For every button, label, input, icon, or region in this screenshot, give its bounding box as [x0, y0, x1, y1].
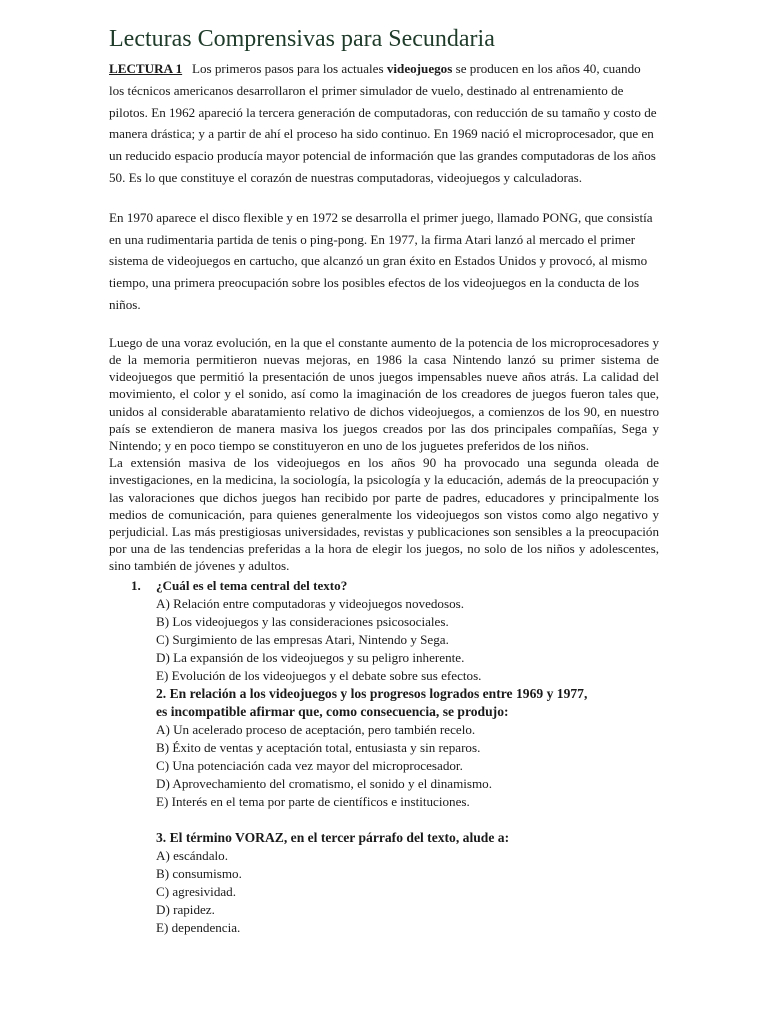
- paragraph-2: En 1970 aparece el disco flexible y en 1972 se desarrolla el primer juego, llamado PONG, que consistía en una rudimentaria partida de tenis o ping-pong. En 1977, la firma Atari lanzó al mercado el primer sistema de videojuegos en cartucho, que alcanzó un gran éxito en Estados Unidos y provocó, al mismo tiempo, una primera preocupación sobre los posibles efectos de los videojuegos en la conducta de los niños.: [109, 209, 653, 312]
- question-1-options: [109, 595, 659, 685]
- question-1-option-b: B) Los videojuegos y las consideraciones psicosociales.: [156, 613, 449, 629]
- paragraph-1: [109, 58, 659, 189]
- spacer: [109, 811, 659, 829]
- question-1: [109, 577, 659, 685]
- question-3-option-a: A) escándalo.: [156, 847, 228, 863]
- lectura-label: LECTURA 1: [109, 61, 183, 76]
- question-1-number: 1.: [131, 577, 141, 593]
- paragraph-3: Luego de una voraz evolución, en la que el constante aumento de la potencia de los microprocesadores y de la memoria permitieron nuevas mejoras, en 1986 la casa Nintendo lanzó su primer sistema de videojuegos que permitió la presentación de unos juegos impensables nueve años atrás. La calidad del movimiento, el color y el sonido, así como la imaginación de los creadores de juegos fueron tales que, unidos al considerable abaratamiento relativo de dichos videojuegos, a comienzos de los 90, en nuestro país se extendieron de manera masiva los juegos creados por las dos principales compañías, Sega y Nintendo; y en poco tiempo se constituyeron en uno de los juguetes preferidos de los niños.: [109, 334, 659, 453]
- question-2-option-d: D) Aprovechamiento del cromatismo, el sonido y el dinamismo.: [156, 775, 493, 791]
- question-3: [109, 829, 659, 937]
- paragraph-1-text-a: Los primeros pasos para los actuales: [191, 61, 387, 76]
- question-1-option-a: A) Relación entre computadoras y videojuegos novedosos.: [156, 595, 464, 611]
- question-2-text-line-2: es incompatible afirmar que, como consecuencia, se produjo:: [156, 703, 509, 719]
- question-3-text: 3. El término VORAZ, en el tercer párrafo del texto, alude a:: [156, 829, 510, 845]
- question-3-option-b: B) consumismo.: [156, 865, 242, 881]
- question-2-option-e: E) Interés en el tema por parte de científicos e instituciones.: [156, 793, 470, 809]
- question-3-option-c: C) agresividad.: [156, 883, 236, 899]
- question-3-option-e: E) dependencia.: [156, 919, 241, 935]
- paragraph-4: La extensión masiva de los videojuegos en los años 90 ha provocado una segunda oleada de investigaciones, en la medicina, la sociología, la psicología y la educación, además de la preocupación y las valoraciones que dichos juegos han recibido por parte de padres, educadores y principalmente los medios de comunicación, para quienes generalmente los videojuegos son vistos como algo negativo y perjudicial. Las más prestigiosas universidades, revistas y publicaciones son sensibles a la preocupación por una de las tendencias preferidas a la hora de elegir los juegos, no solo de los niños y adolescentes, sino también de jóvenes y adultos.: [109, 455, 659, 574]
- question-2-option-c: C) Una potenciación cada vez mayor del microprocesador.: [156, 757, 463, 773]
- document-title: Lecturas Comprensivas para Secundaria: [109, 26, 495, 52]
- question-1-option-d: D) La expansión de los videojuegos y su peligro inherente.: [156, 649, 465, 665]
- paragraph-1-bold: videojuegos: [386, 61, 453, 76]
- question-3-option-d: D) rapidez.: [156, 901, 215, 917]
- question-1-text: ¿Cuál es el tema central del texto?: [156, 577, 348, 593]
- question-2-text-line-1: 2. En relación a los videojuegos y los progresos logrados entre 1969 y 1977,: [156, 685, 588, 701]
- paragraph-1-text-b: se producen en los años 40, cuando los técnicos americanos desarrollaron el primer simulador de vuelo, destinado al entrenamiento de pilotos. En 1962 apareció la tercera generación de computadoras, con reducción de su tamaño y costo de manera drástica; y a partir de ahí el proceso ha sido continuo. En 1969 nació el microprocesador, que en un reducido espacio producía mayor potencial de información que las grandes computadoras de los años 50. Es lo que constituye el corazón de nuestras computadoras, videojuegos y calculadoras.: [109, 61, 657, 185]
- question-1-option-c: C) Surgimiento de las empresas Atari, Nintendo y Sega.: [156, 631, 449, 647]
- question-2: [109, 685, 659, 811]
- question-2-option-a: A) Un acelerado proceso de aceptación, pero también recelo.: [156, 721, 476, 737]
- document-page: [109, 24, 659, 937]
- question-1-option-e: E) Evolución de los videojuegos y el debate sobre sus efectos.: [156, 667, 482, 683]
- question-2-option-b: B) Éxito de ventas y aceptación total, entusiasta y sin reparos.: [156, 739, 481, 755]
- question-1-heading: [109, 577, 659, 595]
